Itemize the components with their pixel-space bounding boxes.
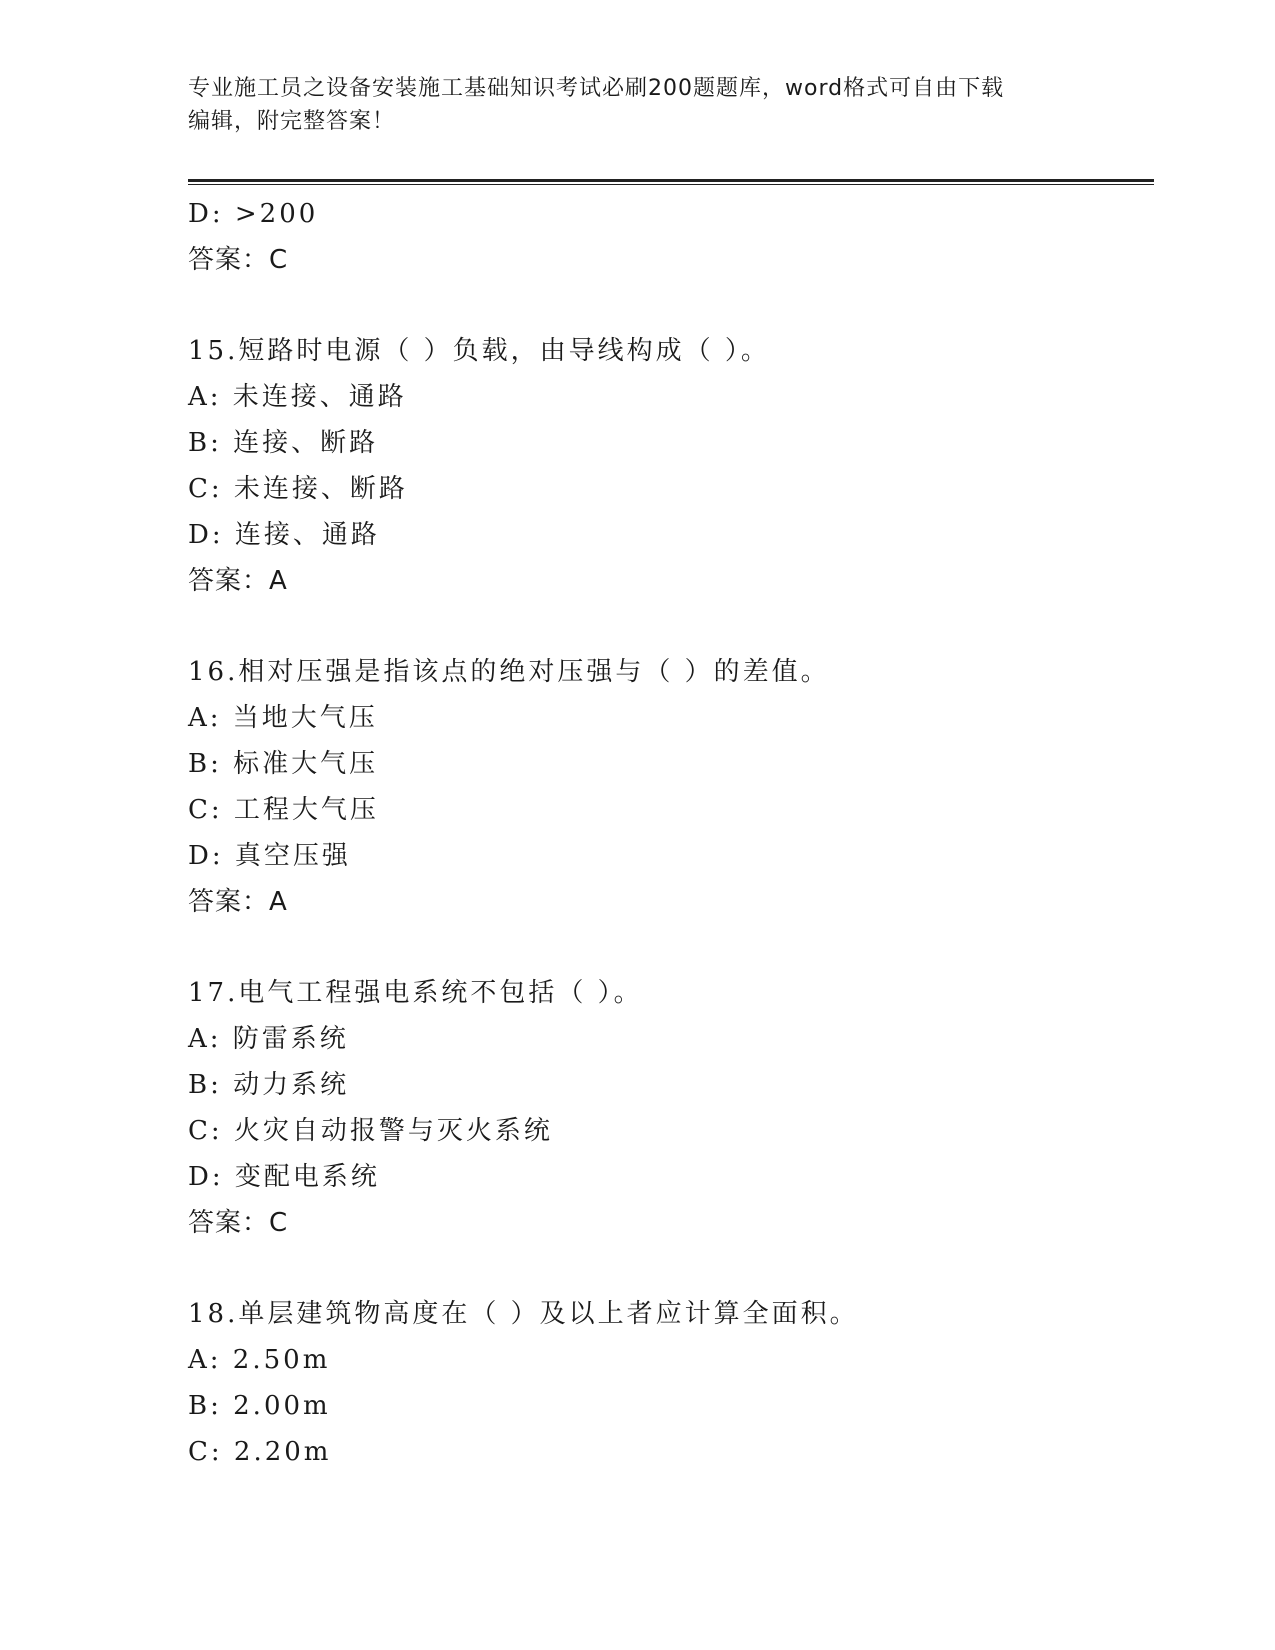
option-b: B: 动力系统 <box>188 1070 350 1100</box>
option-c: C: 工程大气压 <box>188 795 379 825</box>
option-a: A: 2.50m <box>188 1345 331 1375</box>
answer-line: 答案：C <box>188 1208 289 1238</box>
answer-line: 答案：A <box>188 566 288 596</box>
question-stem: 16.相对压强是指该点的绝对压强与（ ）的差值。 <box>188 657 830 687</box>
spacer <box>188 283 1154 328</box>
option-b: B: 标准大气压 <box>188 749 379 779</box>
option-d: D: 变配电系统 <box>188 1162 380 1192</box>
option-d: D: >200 <box>188 199 319 229</box>
header-line-1: 专业施工员之设备安装施工基础知识考试必刷200题题库，word格式可自由下载 <box>188 76 1005 101</box>
option-c: C: 火灾自动报警与灭火系统 <box>188 1116 553 1146</box>
spacer <box>188 925 1154 970</box>
question-stem: 18.单层建筑物高度在（ ）及以上者应计算全面积。 <box>188 1299 859 1329</box>
answer-line: 答案：C <box>188 245 289 275</box>
question-list <box>188 191 1154 1475</box>
header-rule-thick <box>188 179 1154 182</box>
option-a: A: 未连接、通路 <box>188 382 407 412</box>
header-rule-thin <box>188 184 1154 185</box>
header-line-2: 编辑，附完整答案！ <box>188 109 396 134</box>
option-c: C: 2.20m <box>188 1437 332 1467</box>
answer-line: 答案：A <box>188 887 288 917</box>
spacer <box>188 1246 1154 1291</box>
option-a: A: 当地大气压 <box>188 703 378 733</box>
option-b: B: 2.00m <box>188 1391 331 1421</box>
option-c: C: 未连接、断路 <box>188 474 408 504</box>
question-stem: 17.电气工程强电系统不包括（ ）。 <box>188 978 643 1008</box>
option-a: A: 防雷系统 <box>188 1024 349 1054</box>
option-d: D: 真空压强 <box>188 841 351 871</box>
option-d: D: 连接、通路 <box>188 520 380 550</box>
document-header <box>188 72 1088 138</box>
question-stem: 15.短路时电源（ ）负载，由导线构成（ ）。 <box>188 336 770 366</box>
option-b: B: 连接、断路 <box>188 428 379 458</box>
spacer <box>188 604 1154 649</box>
